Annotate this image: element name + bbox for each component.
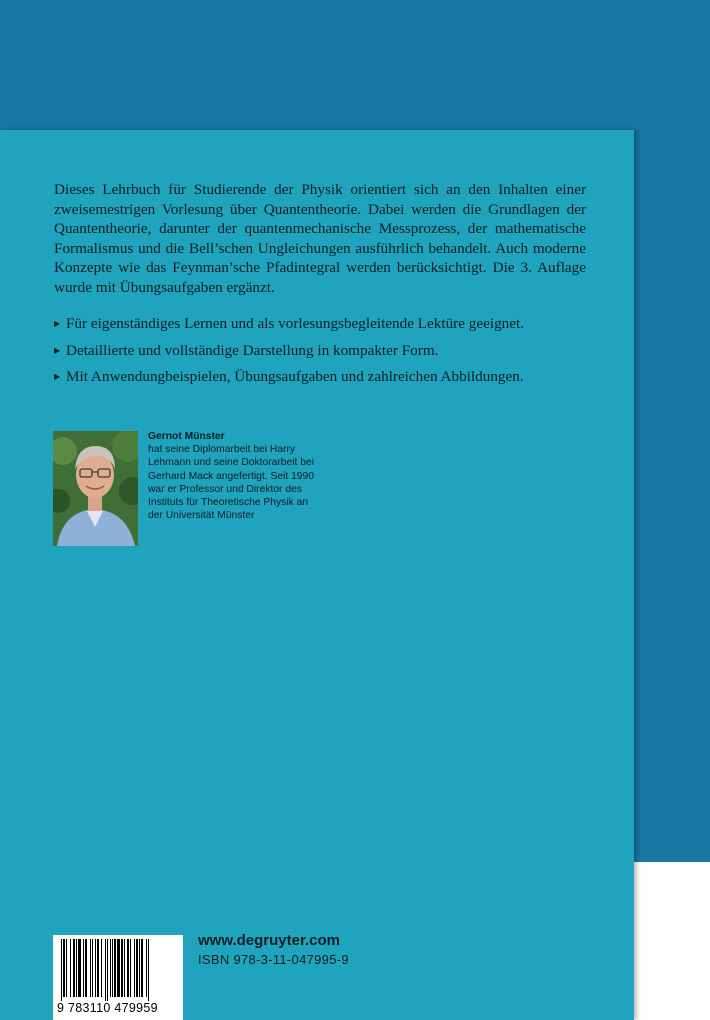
barcode-bar — [114, 939, 116, 997]
barcode-bar — [107, 939, 108, 1001]
list-item — [54, 315, 614, 342]
barcode-bar — [97, 939, 99, 997]
barcode-bar — [90, 939, 91, 997]
isbn-barcode — [53, 935, 183, 1020]
isbn-number: ISBN 978-3-11-047995-9 — [198, 952, 349, 967]
barcode-bar — [124, 939, 125, 997]
author-info — [148, 430, 318, 522]
author-bio: hat seine Diplomarbeit bei Harry Lehmann und seine Doktorarbeit bei Gerhard Mack angefertigt. Seit 1990 war er Professor und Direktor des Instituts für Theoretische Physik an der Universität Münster — [148, 444, 315, 522]
barcode-bar — [148, 939, 149, 1001]
bullet-arrow-icon: ▶ — [54, 372, 61, 381]
barcode-bar — [134, 939, 135, 997]
bullet-arrow-icon: ▶ — [54, 345, 61, 355]
barcode-bar — [139, 939, 140, 997]
barcode-bar — [127, 939, 129, 997]
author-portrait-icon — [53, 431, 138, 546]
barcode-bar — [76, 939, 77, 997]
barcode-bar — [146, 939, 147, 997]
author-name: Gernot Münster — [148, 431, 225, 442]
barcode-bar — [136, 939, 138, 997]
barcode-bar — [66, 939, 67, 997]
publisher-website-link[interactable]: www.degruyter.com — [198, 932, 340, 949]
feature-text: Detaillierte und vollständige Darstellung in kompakter Form. — [66, 341, 439, 359]
barcode-bar — [78, 939, 81, 997]
barcode-icon — [59, 939, 177, 1001]
barcode-bar — [117, 939, 120, 997]
barcode-bar — [141, 939, 143, 997]
feature-text: Für eigenständiges Lernen und als vorlesungsbegleitende Lektüre geeignet. — [66, 315, 525, 332]
list-item — [54, 368, 614, 395]
barcode-bar — [121, 939, 123, 997]
barcode-bar — [95, 939, 96, 997]
barcode-bar — [83, 939, 84, 997]
barcode-bar — [130, 939, 131, 997]
feature-list — [54, 315, 614, 395]
author-photo — [53, 431, 138, 546]
barcode-bar — [70, 939, 71, 997]
feature-text: Mit Anwendungbeispielen, Übungsaufgaben und zahlreichen Abbildungen. — [66, 368, 524, 385]
barcode-bar — [110, 939, 111, 997]
barcode-bar — [112, 939, 113, 997]
list-item — [54, 342, 614, 369]
barcode-bar — [63, 939, 65, 997]
barcode-digits: 9 783110 479959 — [57, 1001, 158, 1015]
book-description: Dieses Lehrbuch für Studierende der Physik orientiert sich an den Inhalten einer zweisemestrigen Vorlesung über Quantentheorie. Dabei werden die Grundlagen der Quantentheorie, darunter der quantenmechanische Messprozess, der mathematische Formalismus und die Bell’schen Ungleichungen ausführlich behandelt. Auch moderne Konzepte wie das Feynman’sche Pfadintegral werden berücksichtigt. Die 3. Auflage wurde mit Übungsaufgaben ergänzt. — [54, 181, 586, 296]
barcode-bar — [61, 939, 62, 1001]
barcode-bar — [101, 939, 102, 997]
barcode-bar — [73, 939, 75, 997]
bullet-arrow-icon: ▶ — [54, 319, 61, 328]
barcode-bar — [105, 939, 106, 1001]
barcode-bar — [92, 939, 93, 997]
barcode-bar — [85, 939, 87, 997]
